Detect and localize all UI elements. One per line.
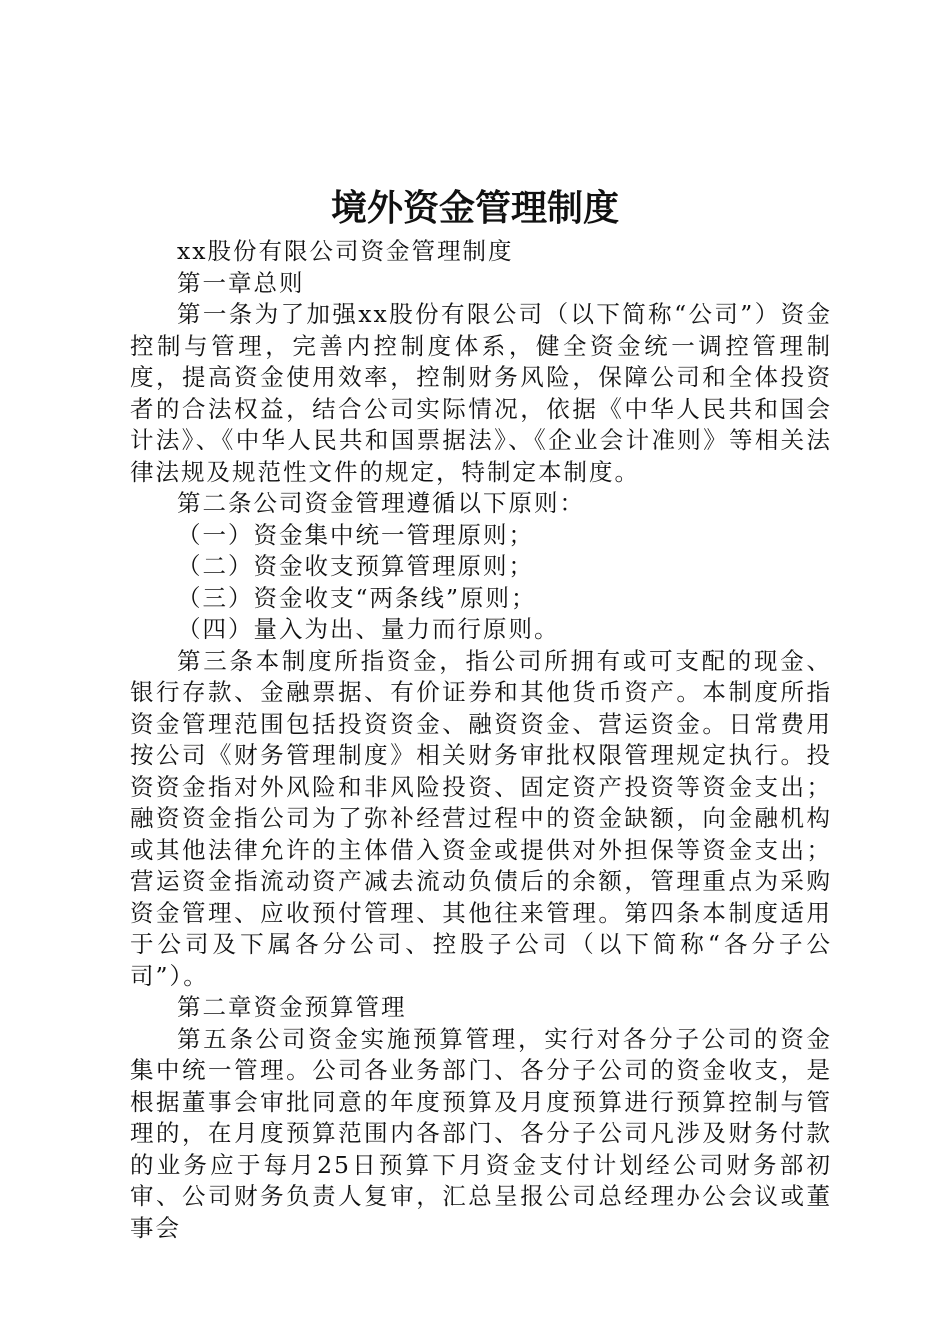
principle-item: （三）资金收支“两条线”原则； xyxy=(177,583,537,612)
chapter-heading: 第一章总则 xyxy=(177,268,305,297)
chapter-heading: 第二章资金预算管理 xyxy=(177,993,407,1021)
article-paragraph: 第一条为了加强xx股份有限公司（以下简称“公司”）资金控制与管理，完善内控制度体系，健全资金统一调控管理制度，提高资金使用效率，控制财务风险，保障公司和全体投资者的合法权益，结合公司实际情况，依据《中华人民共和国会计法》、《中华人民共和国票据法》、《企业会计准则》等相关法律法规及规范性文件的规定，特制定本制度。 xyxy=(130,300,832,486)
article-paragraph: 第三条本制度所指资金，指公司所拥有或可支配的现金、银行存款、金融票据、有价证券和其他货币资产。本制度所指资金管理范围包括投资资金、融资资金、营运资金。日常费用按公司《财务管理制度》相关财务审批权限管理规定执行。投资资金指对外风险和非风险投资、固定资产投资等资金支出；融资资金指公司为了弥补经营过程中的资金缺额，向金融机构或其他法律允许的主体借入资金或提供对外担保等资金支出；营运资金指流动资产减去流动负债后的余额，管理重点为采购资金管理、应收预付管理、其他往来管理。第四条本制度适用于公司及下属各分公司、控股子公司（以下简称“各分子公司”）。 xyxy=(130,646,832,990)
article-paragraph: 第五条公司资金实施预算管理，实行对各分子公司的资金集中统一管理。公司各业务部门、各分子公司的资金收支，是根据董事会审批同意的年度预算及月度预算进行预算控制与管理的，在月度预算范围内各部门、各分子公司凡涉及财务付款的业务应于每月25日预算下月资金支付计划经公司财务部初审、公司财务负责人复审，汇总呈报公司总经理办公会议或董事会 xyxy=(130,1024,832,1242)
principle-item: （二）资金收支预算管理原则； xyxy=(177,552,534,580)
document-title: 境外资金管理制度 xyxy=(330,187,619,229)
document-body xyxy=(130,236,832,1244)
article-paragraph: 第二条公司资金管理遵循以下原则： xyxy=(177,489,585,517)
principle-item: （一）资金集中统一管理原则； xyxy=(177,520,534,549)
company-heading: xx股份有限公司资金管理制度 xyxy=(177,237,514,265)
principle-item: （四）量入为出、量力而行原则。 xyxy=(177,615,560,643)
